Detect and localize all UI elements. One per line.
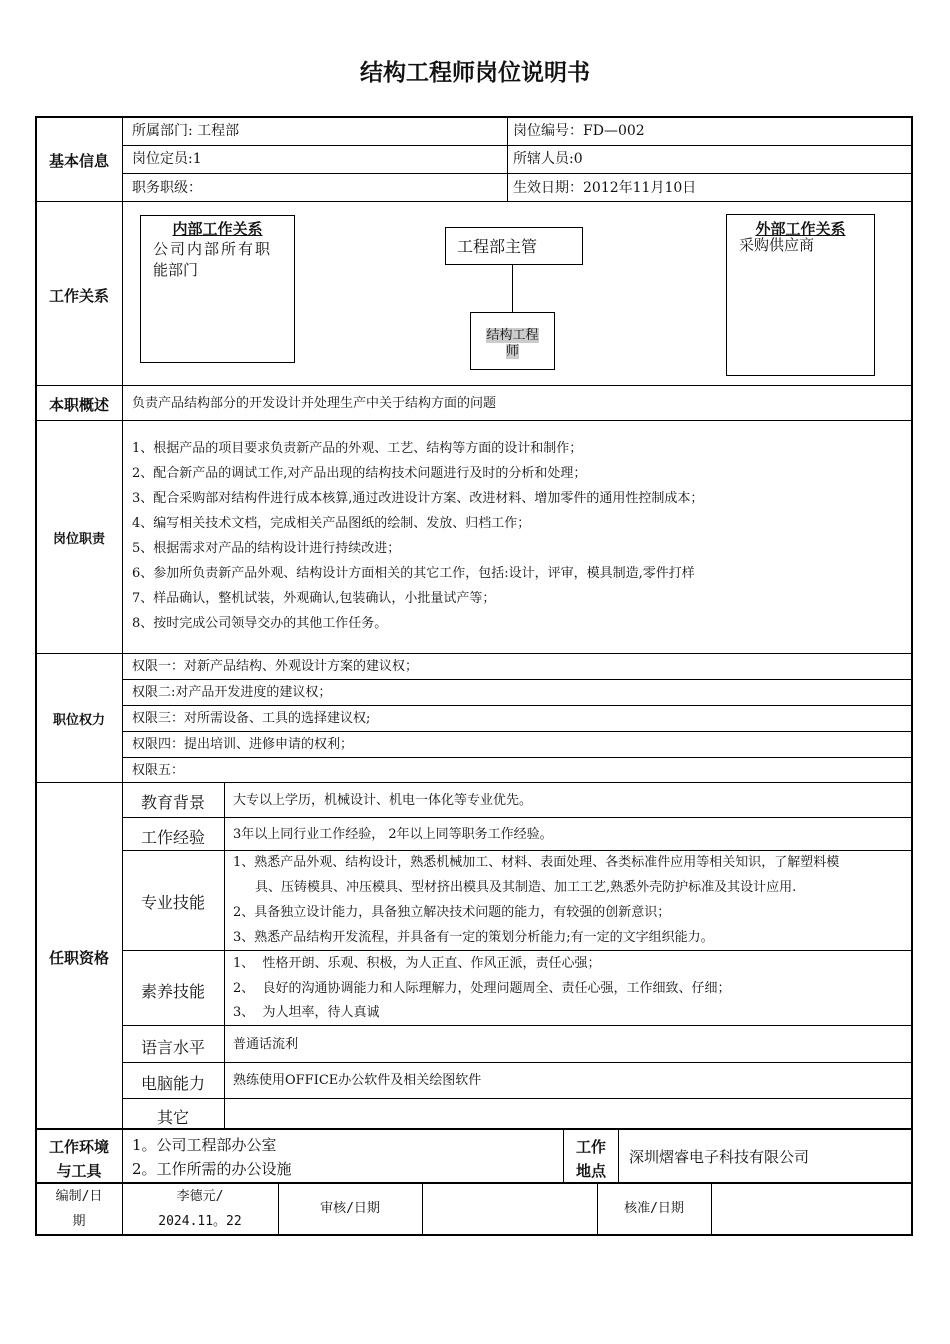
authority-item: 权限三：对所需设备、工具的选择建议权;	[132, 711, 371, 726]
duty-item: 5、根据需求对产品的结构设计进行持续改进；	[132, 541, 401, 556]
duty-item: 3、配合采购部对结构件进行成本核算,通过改进设计方案、改进材料、增加零件的通用性控制成本；	[132, 491, 704, 506]
job-number: 岗位编号：FD—002	[513, 123, 645, 139]
divider	[711, 1184, 712, 1235]
quality-label: 素养技能	[140, 982, 205, 1001]
education-text: 大专以上学历，机械设计、机电一体化等专业优先。	[233, 793, 533, 808]
relations-label: 工作关系	[48, 287, 109, 305]
skills-item: 具、压铸模具、冲压模具、型材挤出模具及其制造、加工工艺,熟悉外壳防护标准及其设计应用.	[255, 880, 797, 895]
authority-item: 权限一：对新产品结构、外观设计方案的建议权；	[132, 659, 419, 674]
divider	[618, 1130, 619, 1182]
divider	[224, 782, 225, 1128]
computer-label: 电脑能力	[140, 1074, 205, 1093]
environment-item: 2。工作所需的办公设施	[132, 1160, 292, 1178]
authority-item: 权限五：	[132, 763, 185, 778]
headcount: 岗位定员:1	[132, 151, 202, 167]
duty-item: 7、样品确认，整机试装，外观确认,包装确认，小批量试产等；	[132, 591, 496, 606]
divider	[122, 1062, 912, 1063]
external-relations-text: 采购供应商	[739, 236, 815, 254]
computer-text: 熟练使用OFFICE办公软件及相关绘图软件	[233, 1073, 482, 1088]
author-label-cont: 期	[72, 1214, 86, 1229]
experience-label: 工作经验	[140, 828, 205, 847]
environment-label-cont: 与工具	[56, 1162, 102, 1180]
duty-item: 8、按时完成公司领导交办的其他工作任务。	[132, 616, 388, 631]
divider	[122, 731, 912, 732]
summary-text: 负责产品结构部分的开发设计并处理生产中关于结构方面的问题	[132, 396, 497, 411]
education-label: 教育背景	[140, 793, 205, 812]
divider	[36, 782, 912, 783]
divider	[36, 653, 912, 654]
subordinates: 所辖人员:0	[513, 151, 583, 167]
job-rank: 职务职级：	[132, 180, 202, 196]
engineer-label: 结构工程	[486, 328, 539, 343]
skills-item: 3、熟悉产品结构开发流程，并具备有一定的策划分析能力;有一定的文字组织能力。	[233, 930, 714, 945]
skills-label: 专业技能	[140, 893, 205, 912]
divider	[122, 173, 912, 174]
divider	[122, 117, 123, 1182]
effective-date: 生效日期：2012年11月10日	[513, 180, 697, 196]
internal-relations-text-cont: 能部门	[153, 261, 199, 279]
divider	[122, 705, 912, 706]
internal-relations-text: 公司内部所有职	[153, 240, 273, 258]
authority-item: 权限二:对产品开发进度的建议权；	[132, 685, 332, 700]
divider	[122, 950, 912, 951]
author-label: 编制/日	[55, 1189, 103, 1204]
divider	[122, 145, 912, 146]
divider	[36, 385, 912, 386]
divider	[122, 850, 912, 851]
engineer-label-cont: 师	[505, 344, 519, 359]
environment-label: 工作环境	[48, 1138, 109, 1156]
divider	[422, 1184, 423, 1235]
basic-info-label: 基本信息	[48, 152, 109, 170]
quality-item: 3、 为人坦率，待人真诚	[233, 1005, 380, 1020]
quality-item: 1、 性格开朗、乐观、积极，为人正直、作风正派，责任心强；	[233, 956, 601, 971]
quality-item: 2、 良好的沟通协调能力和人际理解力，处理问题周全、责任心强，工作细致、仔细；	[233, 981, 731, 996]
document-title: 结构工程师岗位说明书	[360, 60, 590, 86]
summary-label: 本职概述	[48, 396, 109, 414]
divider	[36, 201, 912, 202]
org-connector	[512, 265, 513, 312]
external-relations-title: 外部工作关系	[755, 220, 846, 238]
environment-item: 1。公司工程部办公室	[132, 1136, 277, 1154]
divider	[122, 1025, 912, 1026]
language-text: 普通话流利	[233, 1037, 299, 1052]
language-label: 语言水平	[140, 1038, 205, 1057]
location-text: 深圳熠睿电子科技有限公司	[629, 1148, 810, 1166]
review-label: 审核/日期	[320, 1201, 380, 1216]
divider	[122, 757, 912, 758]
duties-label: 岗位职责	[52, 532, 105, 547]
duty-item: 2、配合新产品的调试工作,对产品出现的结构技术问题进行及时的分析和处理；	[132, 466, 587, 481]
divider	[36, 1182, 912, 1184]
manager-label: 工程部主管	[457, 237, 538, 256]
skills-item: 2、具备独立设计能力，具备独立解决技术问题的能力，有较强的创新意识；	[233, 905, 671, 920]
divider	[36, 420, 912, 421]
duty-item: 6、参加所负责新产品外观、结构设计方面相关的其它工作，包括:设计，评审，模具制造,零件打样	[132, 566, 695, 581]
divider	[507, 117, 508, 201]
skills-item: 1、熟悉产品外观、结构设计，熟悉机械加工、材料、表面处理、各类标准件应用等相关知识，了解塑料模	[233, 855, 840, 870]
authority-label: 职位权力	[52, 713, 105, 728]
divider	[36, 1128, 912, 1130]
internal-relations-title: 内部工作关系	[172, 220, 263, 238]
duty-item: 4、编写相关技术文档，完成相关产品图纸的绘制、发放、归档工作；	[132, 516, 531, 531]
qualifications-label: 任职资格	[48, 949, 109, 967]
duty-item: 1、根据产品的项目要求负责新产品的外观、工艺、结构等方面的设计和制作；	[132, 441, 583, 456]
location-label-cont: 地点	[575, 1162, 606, 1180]
department: 所属部门: 工程部	[132, 123, 240, 139]
author-date: 2024.11。22	[158, 1214, 242, 1229]
location-label: 工作	[575, 1138, 606, 1156]
approve-label: 核准/日期	[624, 1201, 684, 1216]
divider	[122, 817, 912, 818]
divider	[122, 679, 912, 680]
authority-item: 权限四：提出培训、进修申请的权利；	[132, 737, 354, 752]
other-label: 其它	[156, 1108, 189, 1127]
experience-text: 3年以上同行业工作经验， 2年以上同等职务工作经验。	[233, 827, 553, 842]
author-name: 李德元/	[176, 1189, 224, 1204]
divider	[122, 1098, 912, 1099]
